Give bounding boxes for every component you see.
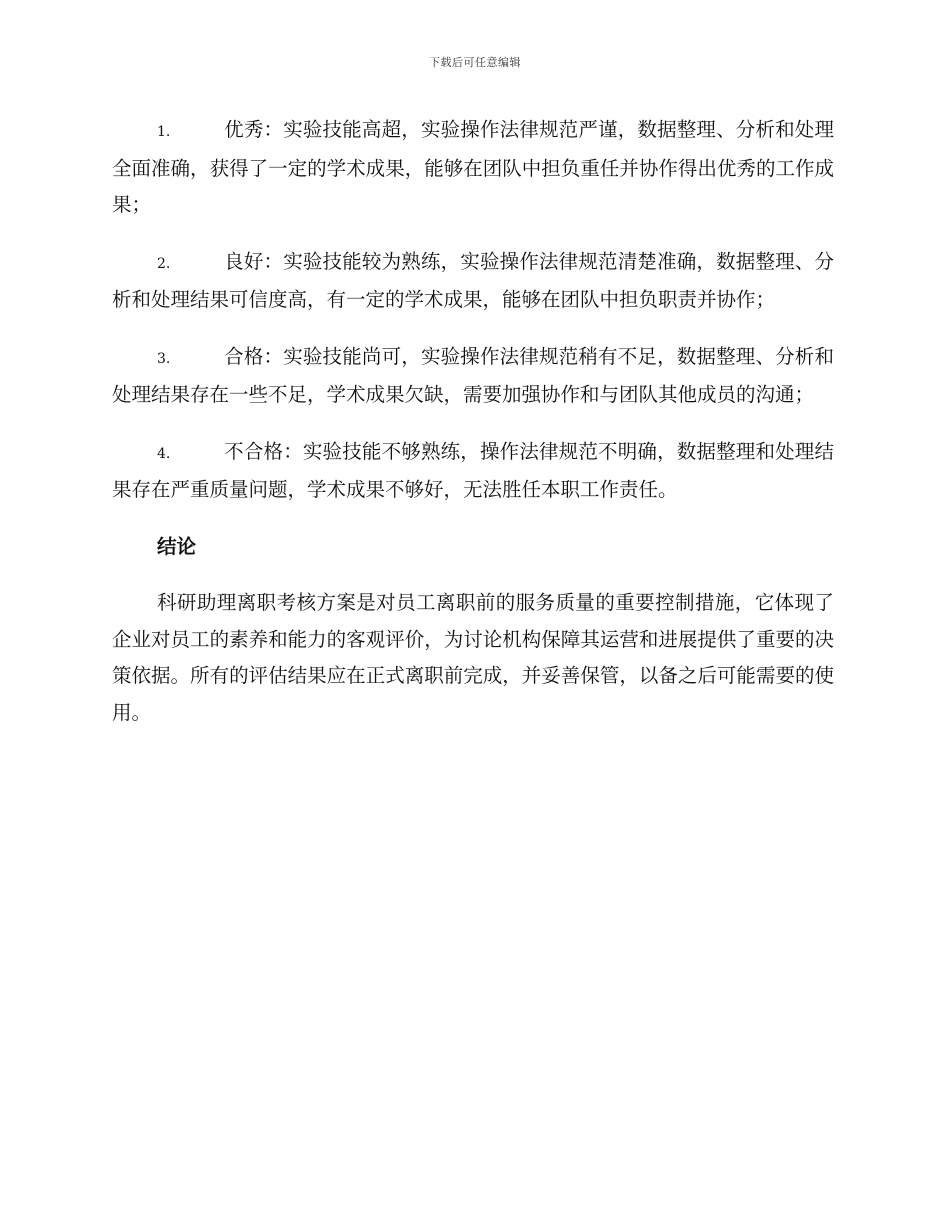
page-header: 下载后可任意编辑 — [429, 56, 521, 69]
list-item — [112, 434, 834, 509]
list-item-text: 优秀：实验技能高超，实验操作法律规范严谨，数据整理、分析和处理全面准确，获得了一定的学术成果，能够在团队中担负重任并协作得出优秀的工作成果； — [112, 118, 834, 216]
list-item — [112, 339, 834, 414]
document-body — [112, 112, 834, 731]
list-item — [112, 244, 834, 319]
list-item-text: 合格：实验技能尚可，实验操作法律规范稍有不足，数据整理、分析和处理结果存在一些不足，学术成果欠缺，需要加强协作和与团队其他成员的沟通； — [112, 344, 834, 406]
list-item-number: 3. — [157, 350, 171, 367]
list-item-number: 2. — [157, 255, 171, 272]
list-item-text: 不合格：实验技能不够熟练，操作法律规范不明确，数据整理和处理结果存在严重质量问题，学术成果不够好，无法胜任本职工作责任。 — [112, 439, 834, 501]
list-item — [112, 112, 834, 224]
list-item-number: 1. — [157, 124, 171, 140]
section-title: 结论 — [157, 534, 197, 558]
list-item-text: 良好：实验技能较为熟练，实验操作法律规范清楚准确，数据整理、分析和处理结果可信度高，有一定的学术成果，能够在团队中担负职责并协作； — [112, 249, 834, 311]
conclusion-paragraph: 科研助理离职考核方案是对员工离职前的服务质量的重要控制措施，它体现了企业对员工的素养和能力的客观评价，为讨论机构保障其运营和进展提供了重要的决策依据。所有的评估结果应在正式离职前完成，并妥善保管，以备之后可能需要的使用。 — [112, 591, 834, 724]
list-item-number: 4. — [157, 445, 171, 462]
